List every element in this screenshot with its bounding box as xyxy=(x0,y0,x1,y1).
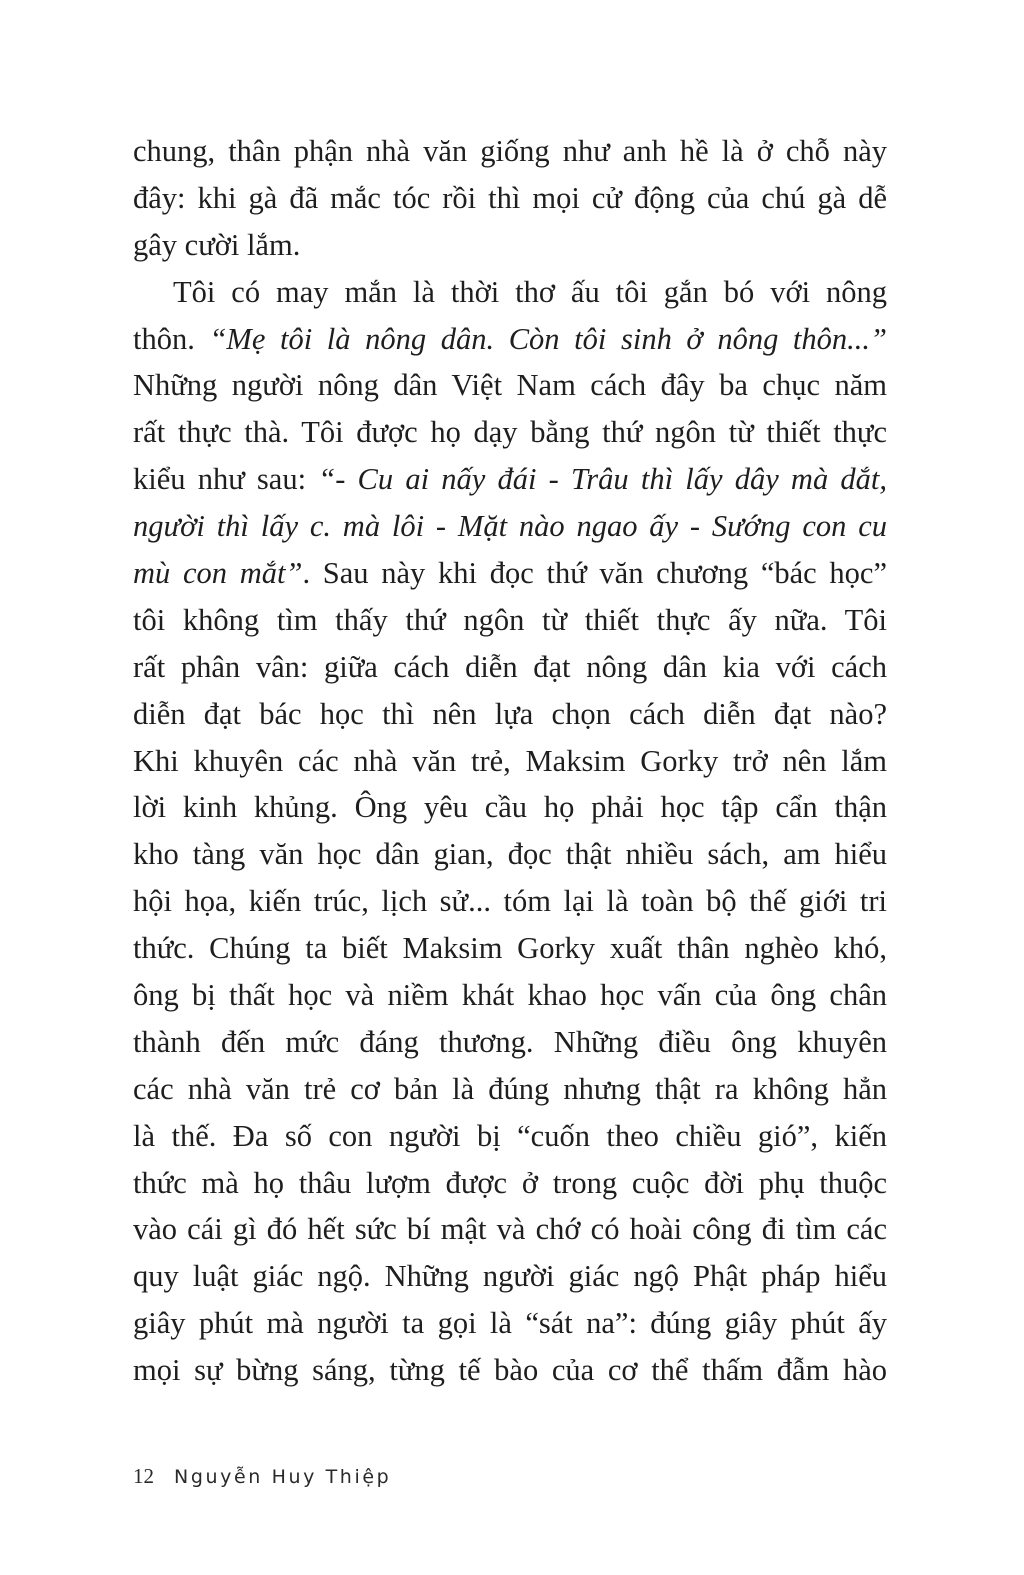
text-line xyxy=(133,1019,887,1066)
text-segment: rất thực thà. Tôi được họ dạy bằng thứ ngôn từ thiết thực xyxy=(133,415,887,450)
text-line xyxy=(133,925,887,972)
text-line xyxy=(133,972,887,1019)
italic-text: mù con mắt” xyxy=(133,556,303,591)
text-line xyxy=(133,878,887,925)
text-line xyxy=(133,831,887,878)
text-segment: giây phút mà người ta gọi là “sát na”: đúng giây phút ấy xyxy=(133,1306,887,1341)
text-line xyxy=(133,128,887,175)
text-line xyxy=(133,1066,887,1113)
text-segment: hội họa, kiến trúc, lịch sử... tóm lại là toàn bộ thế giới tri xyxy=(133,884,887,919)
text-segment: ông bị thất học và niềm khát khao học vấn của ông chân xyxy=(133,978,887,1013)
text-segment: Khi khuyên các nhà văn trẻ, Maksim Gorky trở nên lắm xyxy=(133,743,887,778)
text-line xyxy=(133,1347,887,1394)
text-line xyxy=(133,1253,887,1300)
text-segment: thành đến mức đáng thương. Những điều ông khuyên xyxy=(133,1024,887,1059)
italic-text: “- Cu ai nấy đái - Trâu thì lấy dây mà dắt, xyxy=(318,462,887,497)
text-segment: kho tàng văn học dân gian, đọc thật nhiều sách, am hiểu xyxy=(133,837,887,872)
text-segment: . Sau này khi đọc thứ văn chương “bác học” xyxy=(302,556,887,591)
text-segment: diễn đạt bác học thì nên lựa chọn cách diễn đạt nào? xyxy=(133,696,887,731)
text-segment: vào cái gì đó hết sức bí mật và chớ có hoài công đi tìm các xyxy=(133,1212,887,1247)
body-text xyxy=(133,128,887,1394)
text-line xyxy=(133,597,887,644)
text-line xyxy=(133,316,887,363)
text-line xyxy=(133,691,887,738)
text-segment: các nhà văn trẻ cơ bản là đúng nhưng thật ra không hẳn xyxy=(133,1071,887,1106)
text-segment: chung, thân phận nhà văn giống như anh hề là ở chỗ này xyxy=(133,134,887,168)
text-segment: thức. Chúng ta biết Maksim Gorky xuất thân nghèo khó, xyxy=(133,931,887,966)
text-segment: kiểu như sau: xyxy=(133,462,319,497)
text-line xyxy=(133,362,887,409)
italic-text: người thì lấy c. mà lôi - Mặt nào ngao ấy - Sướng con cu xyxy=(133,509,887,544)
text-line xyxy=(133,175,887,222)
text-segment: quy luật giác ngộ. Những người giác ngộ Phật pháp hiểu xyxy=(133,1259,887,1294)
page-number: 12 xyxy=(133,1464,154,1488)
text-segment: là thế. Đa số con người bị “cuốn theo chiều gió”, kiến xyxy=(133,1118,887,1153)
text-line xyxy=(133,738,887,785)
text-line xyxy=(133,409,887,456)
text-line xyxy=(133,550,887,597)
text-line xyxy=(133,503,887,550)
text-segment: tôi không tìm thấy thứ ngôn từ thiết thực ấy nữa. Tôi xyxy=(133,602,887,637)
text-line xyxy=(133,1113,887,1160)
text-segment: rất phân vân: giữa cách diễn đạt nông dân kia với cách xyxy=(133,649,887,684)
text-segment: gây cười lắm. xyxy=(133,227,301,262)
text-segment: thôn. xyxy=(133,321,210,356)
text-segment: mọi sự bừng sáng, từng tế bào của cơ thể thấm đẫm hào xyxy=(133,1353,887,1388)
text-segment: lời kinh khủng. Ông yêu cầu họ phải học tập cẩn thận xyxy=(133,790,887,825)
text-line xyxy=(133,1160,887,1207)
text-line xyxy=(133,1300,887,1347)
page-footer xyxy=(133,1464,391,1489)
text-line xyxy=(133,269,887,316)
author-name: Nguyễn Huy Thiệp xyxy=(174,1466,392,1488)
text-line xyxy=(133,1206,887,1253)
text-segment: Tôi có may mắn là thời thơ ấu tôi gắn bó với nông xyxy=(173,274,887,309)
text-line xyxy=(133,644,887,691)
text-segment: Những người nông dân Việt Nam cách đây ba chục năm xyxy=(133,368,887,403)
text-segment: đây: khi gà đã mắc tóc rồi thì mọi cử động của chú gà dễ xyxy=(133,180,887,215)
text-line xyxy=(133,456,887,503)
text-line xyxy=(133,784,887,831)
text-line xyxy=(133,222,887,269)
italic-text: “Mẹ tôi là nông dân. Còn tôi sinh ở nông thôn...” xyxy=(209,321,887,356)
text-segment: thức mà họ thâu lượm được ở trong cuộc đời phụ thuộc xyxy=(133,1165,887,1200)
